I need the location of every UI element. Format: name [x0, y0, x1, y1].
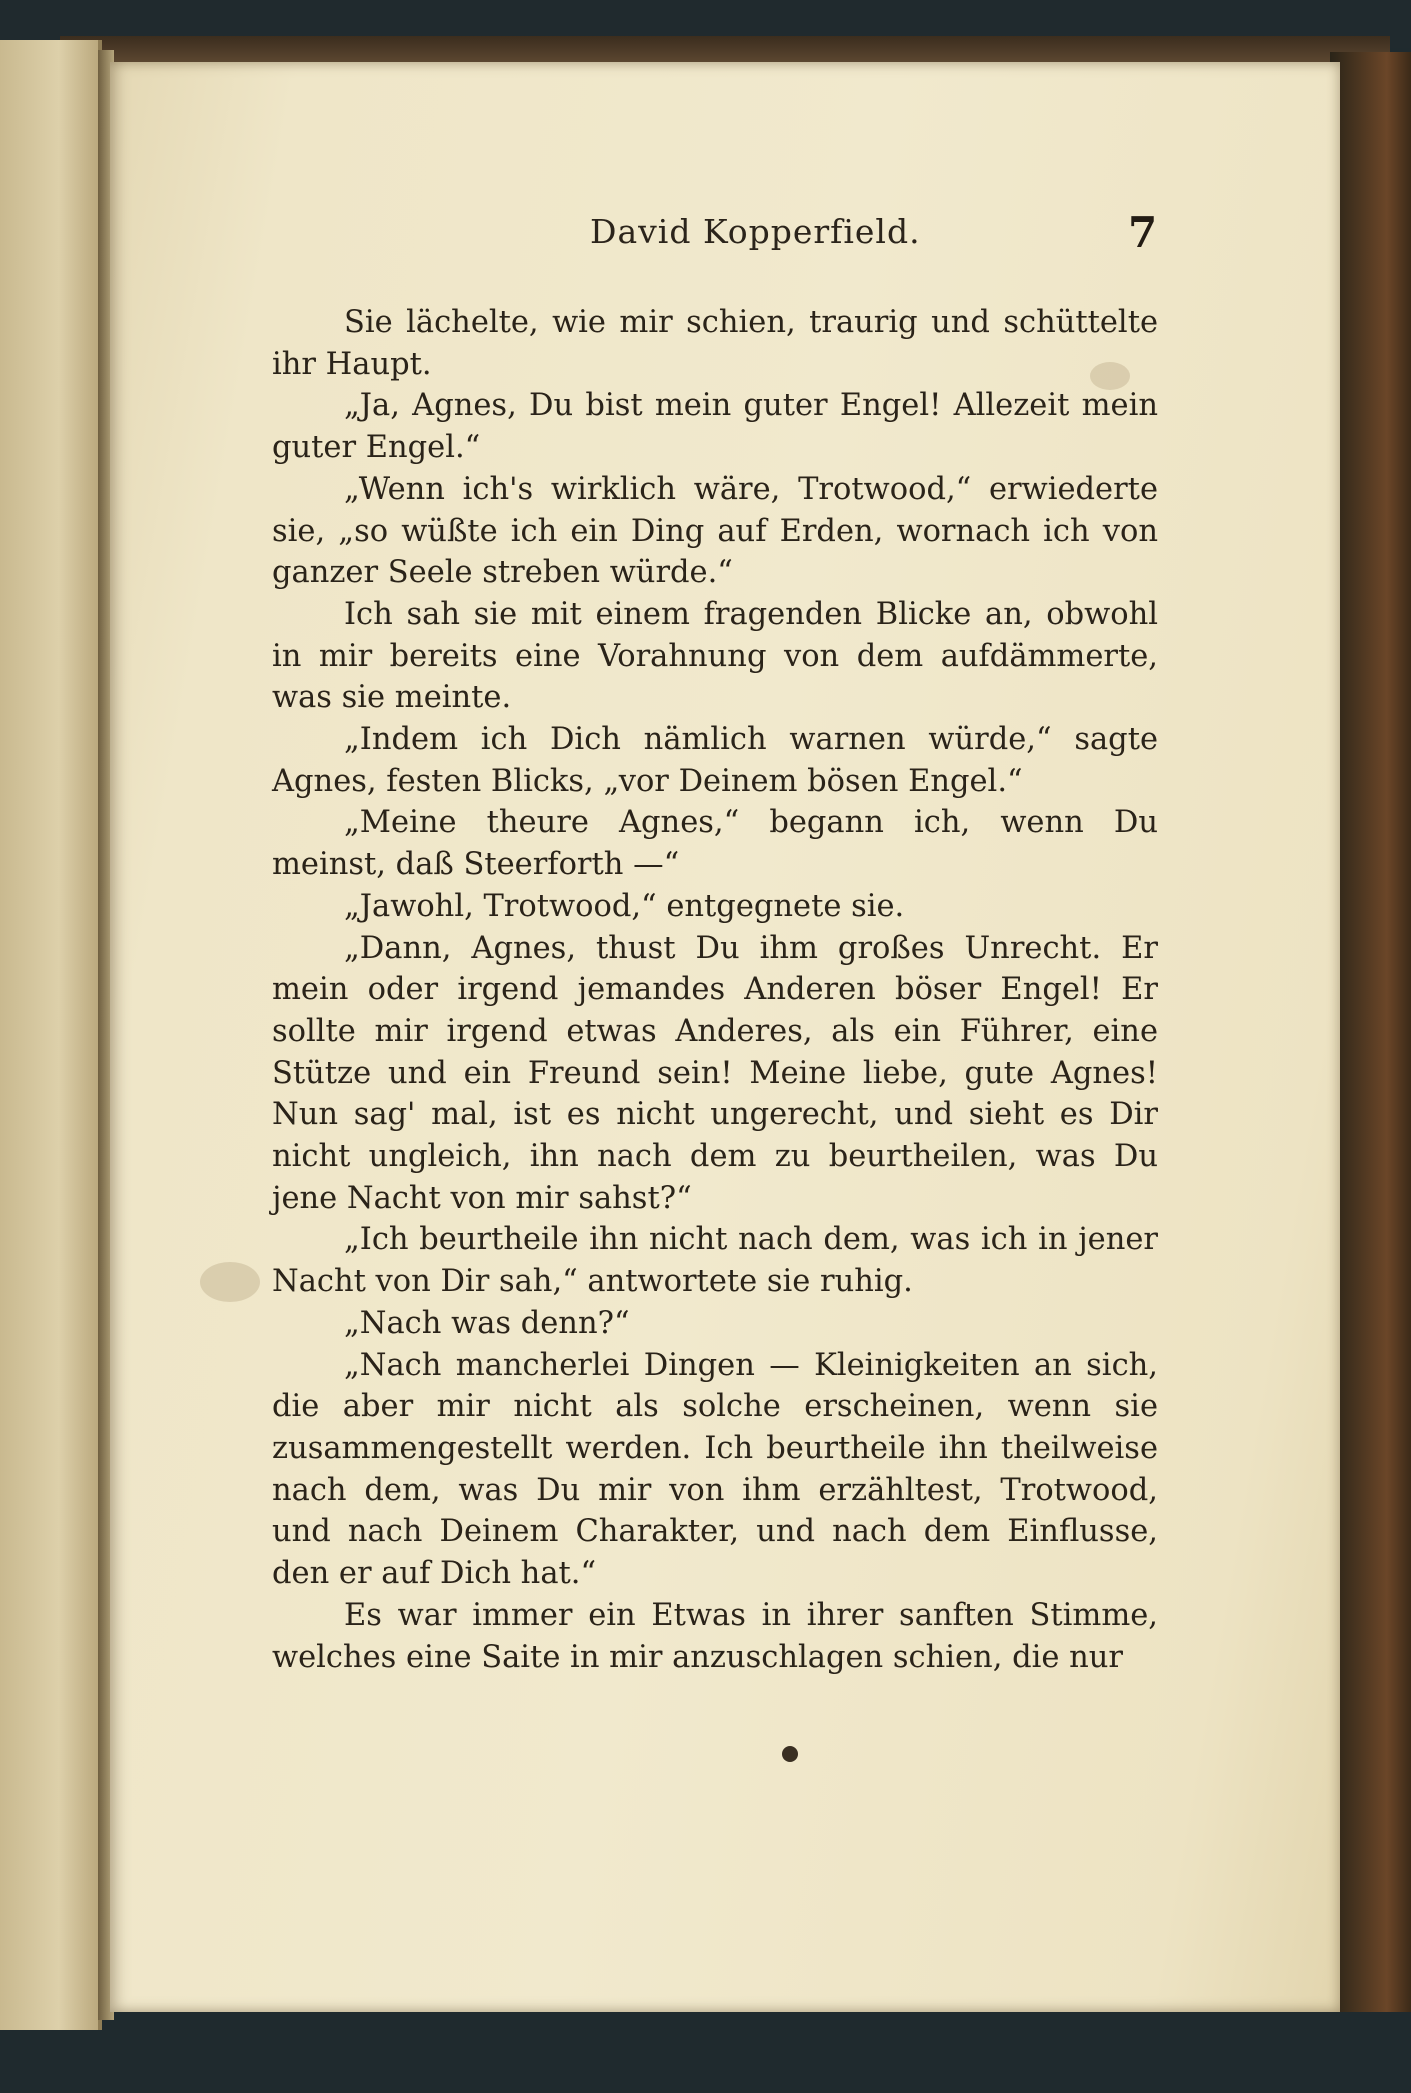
paragraph: „Indem ich Dich nämlich warnen würde,“ sagte Agnes, festen Blicks, „vor Deinem bösen Engel.“	[272, 722, 1158, 799]
printer-mark	[782, 1746, 798, 1762]
paragraph: „Nach mancherlei Dingen — Kleinigkeiten an sich, die aber mir nicht als solche erscheinen, wenn sie zusammengestellt werden. Ich beurtheile ihn theilweise nach dem, was Du mir von ihm erzähltest, Trotwood, und nach Deinem Charakter, und nach dem Einflusse, den er auf Dich hat.“	[272, 1347, 1158, 1592]
paragraph: „Meine theure Agnes,“ begann ich, wenn Du meinst, daß Steerforth —“	[272, 805, 1158, 883]
paragraph: „Nach was denn?“	[344, 1305, 630, 1341]
paragraph: „Dann, Agnes, thust Du ihm großes Unrecht. Er mein oder irgend jemandes Anderen böser Engel! Er sollte mir irgend etwas Anderes, als ein Führer, eine Stütze und ein Freund sein! Meine liebe, gute Agnes! Nun sag' mal, ist es nicht ungerecht, und sieht es Dir nicht ungleich, ihn nach dem zu beurtheilen, was Du jene Nacht von mir sahst?“	[272, 930, 1158, 1216]
book-cover-right-edge	[1330, 52, 1411, 2012]
page-number: 7	[1128, 208, 1158, 257]
paper-stain	[200, 1262, 260, 1302]
body-text	[272, 302, 1158, 1678]
paragraph: „Wenn ich's wirklich wäre, Trotwood,“ erwiederte sie, „so wüßte ich ein Ding auf Erden, wornach ich von ganzer Seele streben würde.“	[272, 471, 1158, 591]
header-title: David Kopperfield.	[590, 212, 921, 251]
book-cover-top-edge	[60, 36, 1390, 62]
paragraph: Es war immer ein Etwas in ihrer sanften Stimme, welches eine Saite in mir anzuschlagen schien, die nur	[272, 1597, 1158, 1675]
paragraph: Sie lächelte, wie mir schien, traurig und schüttelte ihr Haupt.	[272, 305, 1158, 382]
left-page-edge	[0, 40, 102, 2030]
running-head	[0, 208, 1411, 262]
paragraph: Ich sah sie mit einem fragenden Blicke an, obwohl in mir bereits eine Vorahnung von dem aufdämmerte, was sie meinte.	[272, 596, 1158, 716]
paragraph: „Jawohl, Trotwood,“ entgegnete sie.	[344, 888, 905, 924]
paragraph: „Ja, Agnes, Du bist mein guter Engel! Allezeit mein guter Engel.“	[272, 388, 1158, 466]
paragraph: „Ich beurtheile ihn nicht nach dem, was ich in jener Nacht von Dir sah,“ antwortete sie ruhig.	[272, 1222, 1158, 1300]
